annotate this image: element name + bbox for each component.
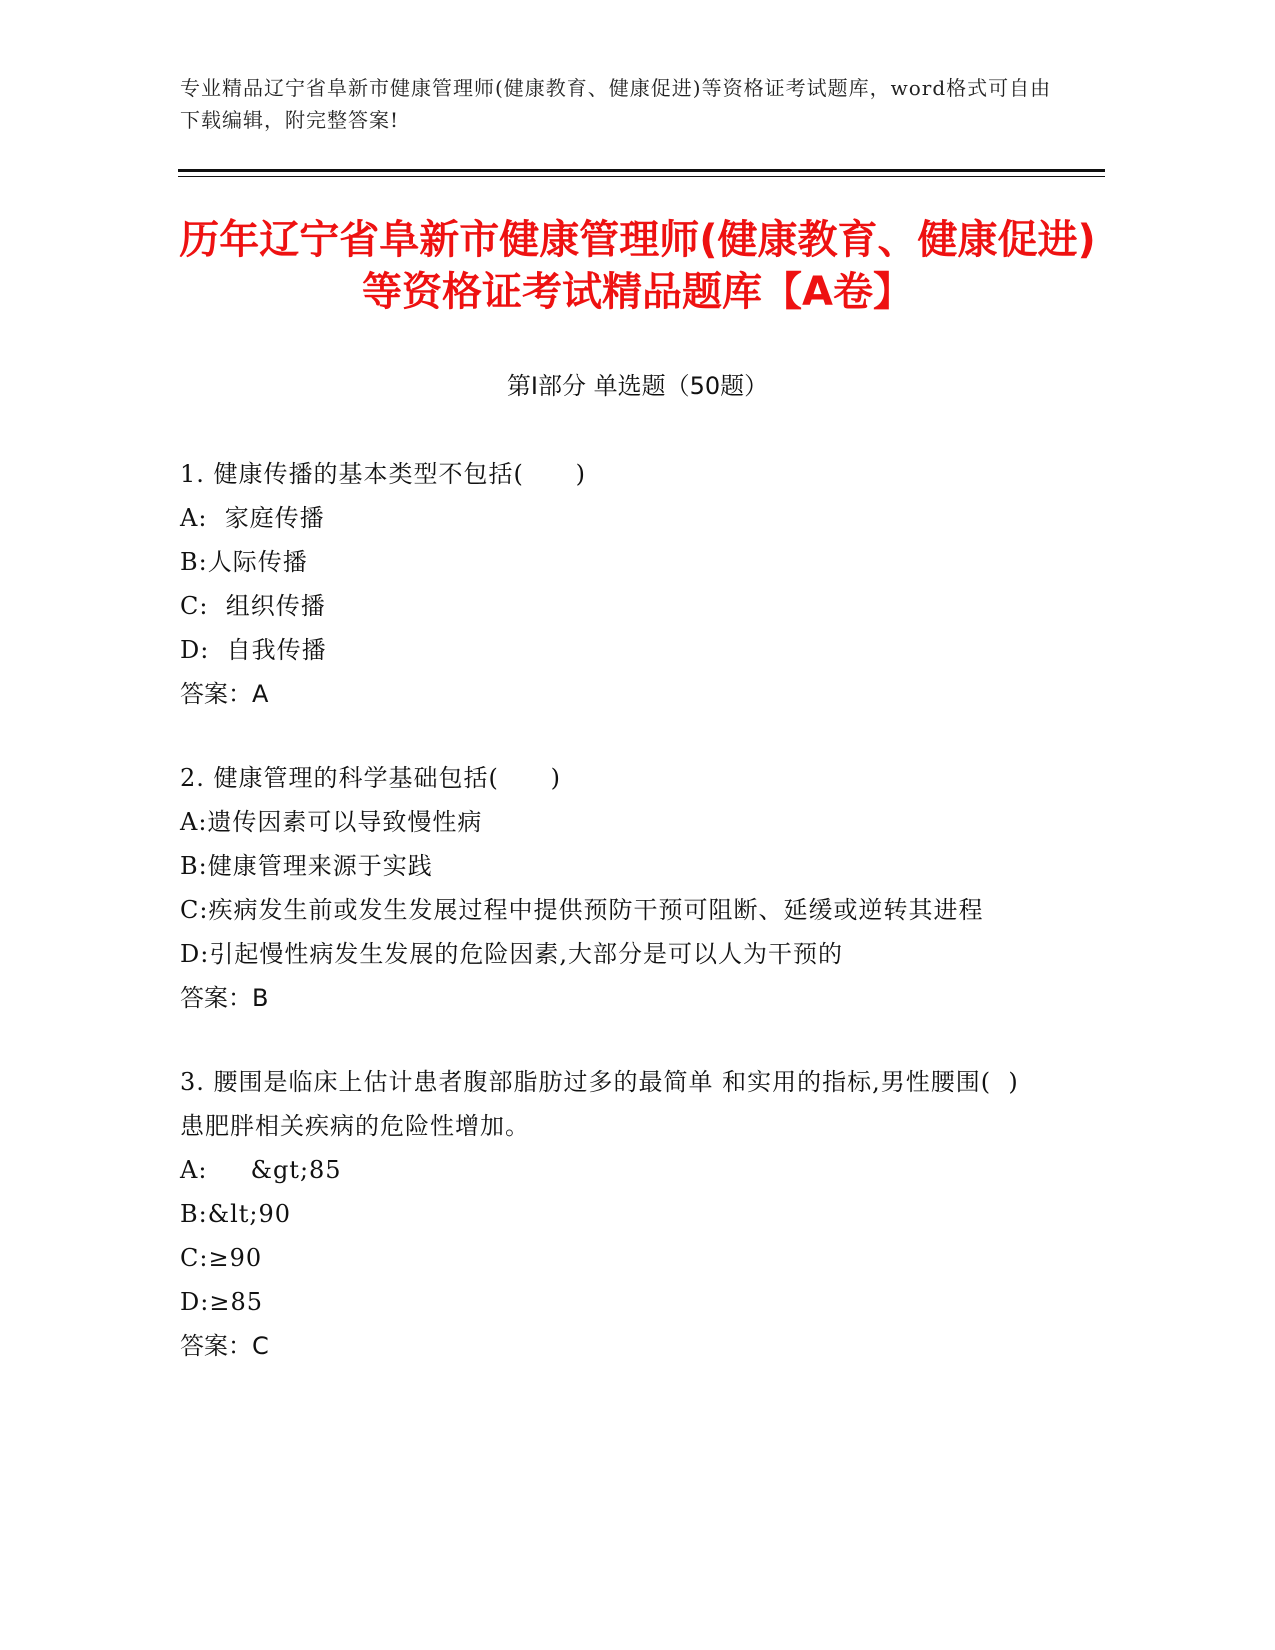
question-3 [180, 1060, 1040, 1368]
option-text: 组织传播 [208, 592, 326, 620]
option-a [180, 800, 1040, 844]
answer: 答案：C [180, 1332, 269, 1360]
option-a [180, 1148, 1040, 1192]
question-text: 1. 健康传播的基本类型不包括( ) [180, 460, 587, 488]
option-text: ≥90 [208, 1244, 263, 1272]
question-1 [180, 452, 1040, 716]
option-b [180, 1192, 1040, 1236]
option-text: 遗传因素可以导致慢性病 [207, 808, 483, 836]
option-d [180, 628, 1040, 672]
option-c [180, 1236, 1040, 1280]
option-key: A: [180, 504, 208, 532]
question-2 [180, 756, 1040, 1020]
header-note: 专业精品辽宁省阜新市健康管理师(健康教育、健康促进)等资格证考试题库，word格式可自由下载编辑，附完整答案! [180, 76, 1052, 132]
option-text: 健康管理来源于实践 [207, 852, 433, 880]
option-a [180, 496, 1040, 540]
option-text: 人际传播 [207, 548, 308, 576]
option-text: 引起慢性病发生发展的危险因素,大部分是可以人为干预的 [209, 940, 843, 968]
question-text: 3. 腰围是临床上估计患者腹部脂肪过多的最简单 和实用的指标,男性腰围( )患肥胖相关疾病的危险性增加。 [180, 1068, 1019, 1140]
option-text: 疾病发生前或发生发展过程中提供预防干预可阻断、延缓或逆转其进程 [208, 896, 984, 924]
option-text: &lt;90 [207, 1200, 292, 1228]
option-key: A: [180, 1156, 208, 1184]
option-key: D: [180, 636, 210, 664]
section-heading: 第Ⅰ部分 单选题（50题） [506, 372, 769, 400]
option-c [180, 888, 1040, 932]
question-text: 2. 健康管理的科学基础包括( ) [180, 764, 562, 792]
option-b [180, 540, 1040, 584]
header-divider-thin [178, 176, 1105, 177]
option-text: &gt;85 [207, 1156, 342, 1184]
option-key: B: [180, 548, 208, 576]
option-key: C: [180, 1244, 209, 1272]
option-text: ≥85 [209, 1288, 263, 1316]
header-divider-thick [178, 169, 1105, 172]
option-d [180, 1280, 1040, 1324]
option-d [180, 932, 1040, 976]
option-key: D: [180, 940, 210, 968]
option-c [180, 584, 1040, 628]
option-key: C: [180, 896, 209, 924]
answer: 答案：A [180, 680, 269, 708]
document-title: 历年辽宁省阜新市健康管理师(健康教育、健康促进)等资格证考试精品题库【A卷】 [179, 217, 1096, 315]
option-b [180, 844, 1040, 888]
answer: 答案：B [180, 984, 269, 1012]
option-key: A: [180, 808, 208, 836]
option-key: B: [180, 1200, 208, 1228]
option-text: 家庭传播 [207, 504, 325, 532]
option-key: D: [180, 1288, 210, 1316]
question-list [180, 452, 1040, 1408]
option-key: B: [180, 852, 208, 880]
option-key: C: [180, 592, 209, 620]
option-text: 自我传播 [209, 636, 327, 664]
